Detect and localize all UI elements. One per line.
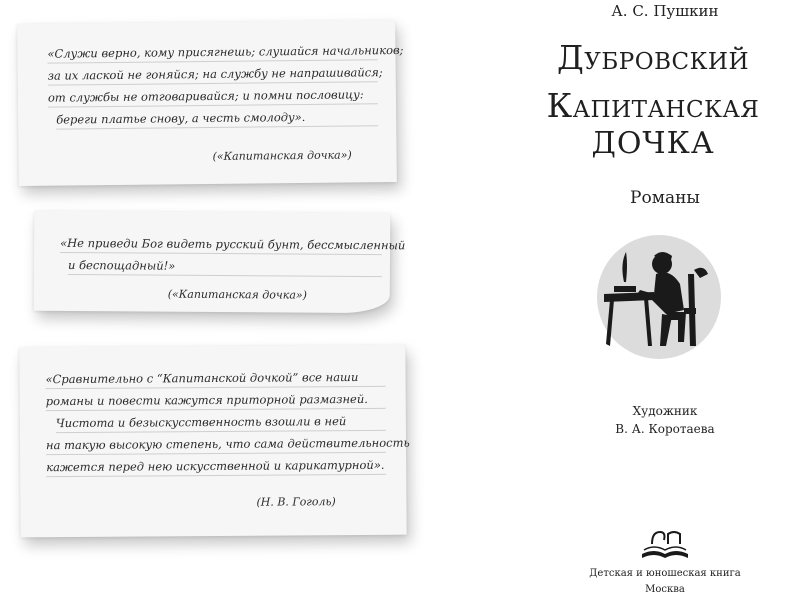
title-line-2: Капитанская	[546, 86, 760, 125]
quote-card-2	[34, 211, 406, 313]
quote-line: «Не приведи Бог видеть русский бунт, бессмысленный	[60, 235, 382, 255]
illustrator-name: В. А. Коротаева	[615, 422, 715, 436]
publisher-city: Москва	[645, 584, 685, 595]
quote-line: романы и повести кажутся приторной размазней.	[46, 391, 386, 411]
author-name: А. С. Пушкин	[611, 2, 719, 20]
quote-line: Чистота и безыскусственность взошли в ней	[56, 413, 386, 433]
quote-line: и беспощадный!»	[68, 257, 382, 277]
publisher-logo-icon	[638, 526, 692, 562]
quote-line: от службы не отговаривайся; и помни пословицу:	[48, 86, 378, 107]
quote-line: «Сравнительно с “Капитанской дочкой” все наши	[46, 369, 386, 389]
title-line-3: ДОЧКА	[591, 126, 715, 161]
title-line-1: Дубровский	[556, 38, 750, 77]
quote-card-1	[17, 20, 404, 186]
quote-line: на такую высокую степень, что сама действительность	[46, 435, 386, 455]
quote-line: береги платье снову, а честь смолоду».	[56, 108, 378, 129]
quote-line: «Служи верно, кому присягнешь; слушайся начальников;	[47, 42, 377, 63]
quote-attribution: (Н. В. Гоголь)	[256, 495, 336, 509]
pushkin-silhouette-illustration	[596, 234, 722, 360]
quote-line: за их лаской не гоняйся; на службу не напрашивайся;	[48, 64, 378, 85]
publisher-name: Детская и юношеская книга	[589, 568, 741, 579]
quote-attribution: («Капитанская дочка»)	[212, 148, 352, 163]
quote-card-3	[19, 345, 410, 538]
quote-attribution: («Капитанская дочка»)	[167, 287, 307, 302]
genre-label: Романы	[630, 188, 700, 208]
illustrator-label: Художник	[632, 404, 698, 418]
quote-line: кажется перед нею искусственной и карикатурной».	[46, 457, 386, 477]
